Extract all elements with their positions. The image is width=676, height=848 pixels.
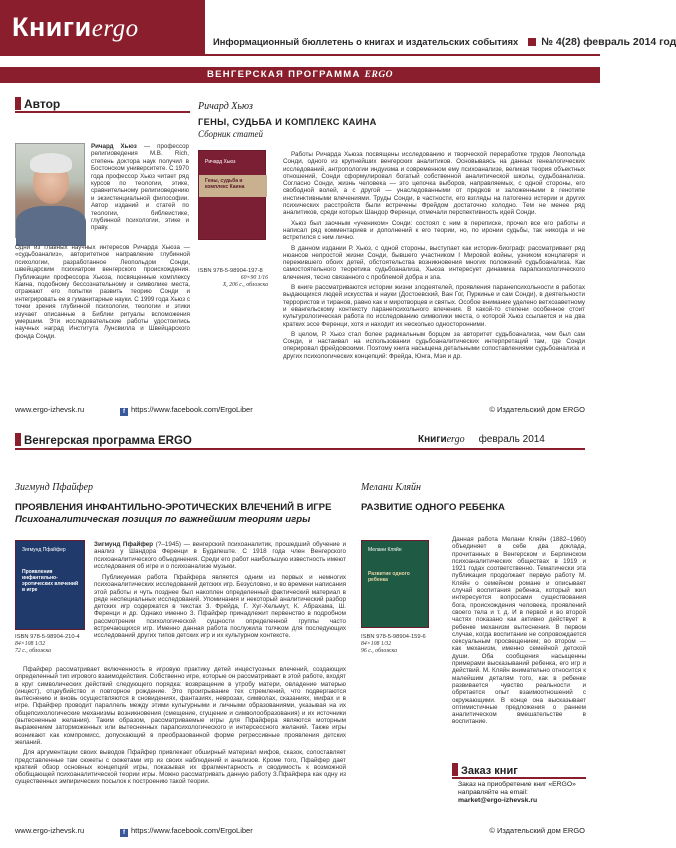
footer2-site[interactable]: www.ergo-izhevsk.ru: [15, 826, 85, 835]
author-bio-intro: Ричард Хьюз — профессор религиоведения M.B. Rich, степень доктора наук получил в Бостонском университете. С 1970 года профессор Хьюз читает ряд курсов по теологии, этике, сравнительному религиоведению и экзистенциальной философии. Автор изданий и статей по теологии, библеистике, глубинной психологии, этике и праву.: [91, 143, 189, 232]
book3-title: РАЗВИТИЕ ОДНОГО РЕБЕНКА: [361, 502, 505, 513]
issue-line: [213, 36, 676, 48]
section2-rule: [15, 448, 585, 450]
book2-cover: Зигмунд Пфайфер Проявления инфантильно-эротических влечений в игре: [15, 540, 85, 630]
author-section-rule: [15, 111, 190, 113]
section-marker-icon: [15, 433, 21, 446]
book1-paragraph: В книге рассматриваются истории жизни злодеятелей, проявления паранепсихольности в работах выдающихся людей искусства и науки (Достоевский, Ван Гог, Пуркинье и сам Сонди), в деятельности террористов и тиранов, равно как и миротворцев и святых. Особое внимание уделено ветхозаветному и евангельскому контексту паранепсихольного влечения. В какой-то степени особенное стоит культурологическая работа по исследованию символики места, о которой Хьюз ссылается и на два кратких эссе Ференци, хотя и находит их несколько односторонними.: [283, 284, 585, 328]
book1-paragraph: Хьюз был заочным «учеником» Сонди: состоял с ним в переписке, прочел все его работы и написал ряд комментариев и дополнений к его теории, но, по иронии судьбы, так никогда и не встретился с ним лично.: [283, 219, 585, 242]
masthead-rule: [205, 54, 600, 56]
book3-author: Мелани Кляйн: [361, 482, 421, 493]
footer1-copyright: © Издательский дом ERGO: [489, 405, 585, 414]
brand-logo: Книгиergo: [0, 0, 205, 56]
book1-paragraph: Работы Ричарда Хьюза посвящены исследованию и творческой переработке трудов Леопольда Сонди, одного из крупнейших венгерских аналитиков. Основываясь на данных генеалогических исследований, антропологии индуизма и современном ему психоанализе, великая теория объектных отношений, Сонди сформулировал богатый собственной аналитической школы, судьбоанализа. Согласно Сонди, жизнь человека — это цепочка выборов, направляемых, с одной стороны, его свободной волей, а с другой — унаследованными от предков и заложенными в генотипе инстинктивными влечениями. Труды Сонди, в частности, его взгляды на патогенез истерии и других психических расстройств были встречены Фрейдом достаточно холодно. Тем не менее ряд аналитиков, среди которых Шандор Ференци, отмечали перспективность идей Сонди.: [283, 151, 585, 217]
book3-isbn: ISBN 978-5-98904-159-6 84×108 1/32 96 с., обложка: [361, 634, 426, 654]
order-info: Заказ на приобретение книг «ERGO» направляйте на email: market@ergo-izhevsk.ru: [458, 781, 586, 806]
section-marker-icon: [15, 97, 21, 110]
order-rule: [452, 777, 586, 779]
author-bio-rest: Одни из главных научных интересов Ричарда Хьюза — «судьбоанализ», авторитетное направление глубинной психологии, разработанное Леопольдом Сонди, швейцарским психиатром венгерского происхождения. Публикации профессора Хьюза, посвященные комплексу Каина, подобному бессознательному и символике места, отражают его попытки развить теорию Сонди и интегрировать ее в гуманитарные науки. С 1999 года Хьюз с точки зрения глубинной психологии, теологии и этики изучает описанные в Библии ритуалы вспоможения умершим. Эти исследовательские работы удостоились научных наград Института Лунсвилла и Швейцарского фонда Сонди.: [15, 244, 190, 340]
book2-paragraph-1: Публикуемая работа Пфайфера является одним из первых и немногих психоаналитических исследований детских игр. Безусловно, и во времени написания этой работы и чуть позднее был накоплен определенный фактический материал в ряде неспециальных исследований. Упоминания и некоторый аналитический разбор детских игр содержатся в текстах З. Фрейда, Г. Хуг-Хельмут, К. Абрахама, Ш. Ференци и др. Однако именно З. Пфайфер принадлежит первенство в подробном рассмотрении психологической сущности определенной группы часто встречающихся игр. Именно данная работа послужила толчком для последующих исследований других типов детских игр и их культурном контексте.: [94, 574, 346, 640]
book2-lead: Зигмунд Пфайфер (?–1945) — венгерский психоаналитик, прошедший обучение и анализ у Шандора Ференци в Будапеште. С 1918 года член Венгерского психоаналитического объединения. Среди его работ наибольшую известность имеют исследования об игре и о психоанализе музыки.: [94, 541, 347, 570]
footer1-site[interactable]: www.ergo-izhevsk.ru: [15, 405, 85, 414]
separator-square-icon: [528, 38, 536, 46]
book2-subtitle: Психоаналитическая позиция по важнейшим теориям игры: [15, 514, 311, 525]
book2-description: [15, 666, 346, 789]
bulletin-subtitle: Информационный бюллетень о книгах и издательских событиях: [213, 36, 519, 47]
author-portrait: [15, 143, 85, 238]
section-marker-icon: [452, 763, 458, 776]
section2-label: Венгерская программа ERGO: [15, 433, 192, 447]
book2-paragraph: Пфайфер рассматривает включенность в игровую практику детей инцестуозных влечений, создающих определенный тип игрового взаимодействия. Собственно игре, которые он рассматривает в этой работе, входят в круг символических действий следующего порядка: возвращение в утробу матери, овладение матерью (инцест), отцеубийство и повторное рождение. Это проигрывание тех стремлений, что подвергаются вытеснению и вновь осуществляются в сновидениях, фантазиях, неврозах, символах, сказаниях, мифах и в игре. Пфайфер проводит параллель между этими культурными и личными образованиями, указывая на их общепсихологические механизмы возникновения (смещение, сгущение и символообразования) и их источники (вытесненные желания). Таким образом, рассматриваемые игры для Пфайфера являются моторным выражением заторможенных или вытесненных парапсихологического и интерсессного желаний. Также игры возникают как компромисс, допускающий в преобразованной форме регрессивные проявления детских желаний.: [15, 666, 346, 746]
book2-title: ПРОЯВЛЕНИЯ ИНФАНТИЛЬНО-ЭРОТИЧЕСКИХ ВЛЕЧЕНИЙ В ИГРЕ: [15, 502, 332, 513]
book1-description: [283, 151, 585, 363]
book2-author: Зигмунд Пфайфер: [15, 482, 94, 493]
book3-cover: Мелани Кляйн Развитие одного ребенка: [361, 540, 429, 628]
footer1-facebook[interactable]: f https://www.facebook.com/ErgoLiber: [120, 405, 253, 416]
issue-number: № 4(28) февраль 2014 год: [541, 36, 676, 48]
section2-brand: Книгиergo февраль 2014: [418, 434, 545, 445]
order-label: Заказ книг: [452, 763, 518, 777]
book2-isbn: ISBN 978-5-98904-210-4 84×108 1/32 72 с., обложка: [15, 634, 80, 654]
book1-isbn: ISBN 978-5-98904-197-8 60×90 1/16 X, 206 с., обложка: [198, 268, 268, 288]
footer2-copyright: © Издательский дом ERGO: [489, 826, 585, 835]
book1-cover: Ричард Хьюз Гены, судьба и комплекс Каина: [198, 150, 266, 240]
book2-paragraph: Для аргументации своих выводов Пфайфер привлекает обширный материал мифов, сказок, сопоставляет представленные там сюжеты с сюжетами игр из своих наблюдений и анализов. Кроме того, Пфайфер дает краткий обзор основных концепций игры, показывая их фрагментарность и сводимость к возможной обобщающей психоаналитической теории игры. Можно рассматривать данную работу З.Пфайфера как одну из существенных эмпирических посылок к построению такой теории.: [15, 749, 346, 786]
book1-paragraph: В данном издании Р. Хьюз, с одной стороны, выступает как историк-биограф: рассматривает ряд нюансов непростой жизни Сонди, бывшего участником I Мировой войны, узником концлагеря и пережившего обоих детей, обстоятельства возникновения многих положений судьбоанализа. Как самостоятельного теоретика судьбоанализа, Хьюза интересует динамика парапсихологического влечения, тесно связанного с проблемой добра и зла.: [283, 244, 585, 281]
facebook-icon: f: [120, 408, 128, 416]
book1-paragraph: В целом, Р. Хьюз стал более радикальным борцом за авторитет судьбоанализа, чем был сам Сонди, и настаивал на использовании судьбоаналитических интерпретаций там, где Сонди оперировал фрейдовскими. Поэтому книга насыщена детальными сопоставлениями судьбоанализа и других психологических концепций: Фрейда, Юнга, Мэя и др.: [283, 330, 585, 360]
facebook-icon: f: [120, 829, 128, 837]
book1-author: Ричард Хьюз: [198, 101, 253, 112]
order-email[interactable]: market@ergo-izhevsk.ru: [458, 797, 538, 805]
footer2-facebook[interactable]: f https://www.facebook.com/ErgoLiber: [120, 826, 253, 837]
author-section-label: Автор: [15, 97, 60, 111]
book1-title: ГЕНЫ, СУДЬБА И КОМПЛЕКС КАИНА: [198, 117, 377, 127]
book3-description: Данная работа Мелани Кляйн (1882–1960) объединяет в себе два доклада, прочитанных в Венгерском и Берлинском психоаналитических обществах в 1919 и 1921 годах соответственно. Тематически эта публикация продолжает первую работу М. Кляйн о семейном романе и описывает случай воспитания ребенка, который жил интересуется вопросами существования бога, происхождения человека, проявлений своего тела и т. д. И в первой и во второй частях показано как активно действует в ребенке механизм вытеснения. В первом случае, когда воспитание не сопровождается сексуальным просвещением; во втором — как механизм, именно семейной детской души. Оба сообщения насыщенны примерами высказываний ребенка, его игр и действий. М. Кляйн внимательно относится к малейшим деталям того, как в ребенке развивается чувство реальности и обретается опыт взаимоотношений с окружающими. В конце она высказывает оптимистичные предложения о раннем аналитическом вмешательстве в воспитание.: [452, 536, 586, 726]
book1-subtitle: Сборник статей: [198, 129, 263, 139]
program-banner: ВЕНГЕРСКАЯ ПРОГРАММА ERGO: [0, 67, 600, 83]
